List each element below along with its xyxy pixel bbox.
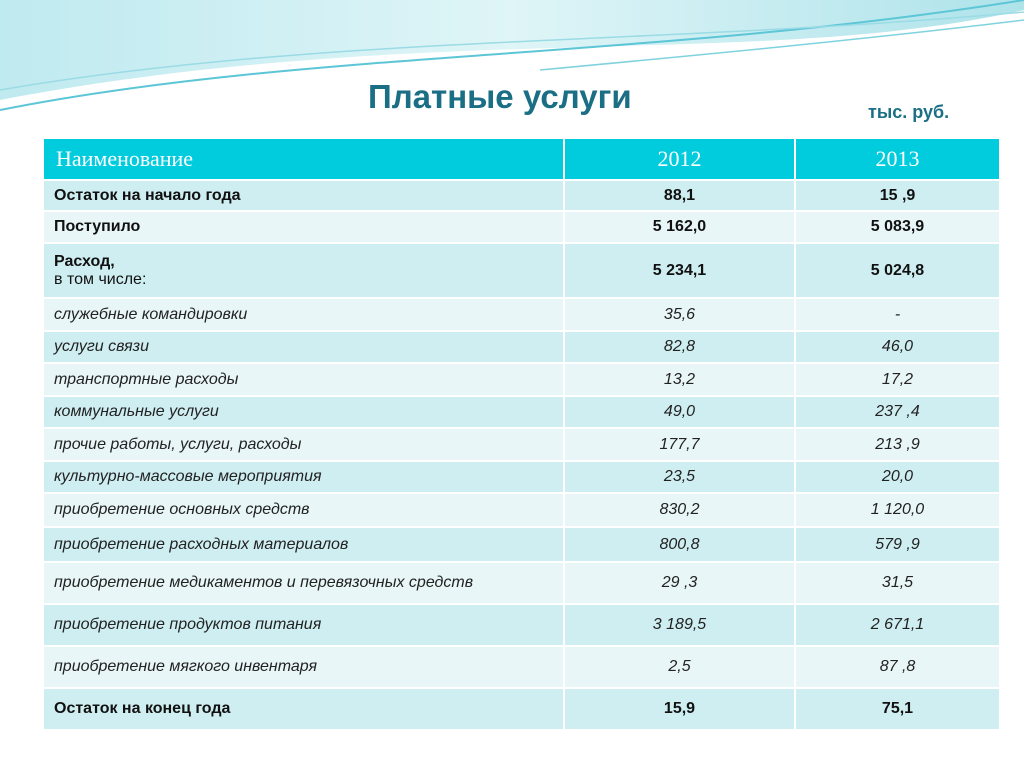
row-value-2013: 87 ,8	[795, 646, 1000, 688]
row-name: Остаток на конец года	[43, 688, 564, 730]
row-value-2012: 13,2	[564, 363, 795, 396]
row-name: приобретение продуктов питания	[43, 604, 564, 646]
row-value-2013: 20,0	[795, 461, 1000, 493]
row-value-2012: 3 189,5	[564, 604, 795, 646]
row-name: Остаток на начало года	[43, 180, 564, 211]
row-value-2013: 237 ,4	[795, 396, 1000, 428]
table-row	[43, 461, 1000, 493]
row-value-2012: 5 162,0	[564, 211, 795, 243]
row-name: услуги связи	[43, 331, 564, 363]
row-name: приобретение основных средств	[43, 493, 564, 527]
row-value-2013: 1 120,0	[795, 493, 1000, 527]
table-header-row	[43, 138, 1000, 180]
row-value-2012: 15,9	[564, 688, 795, 730]
table-row	[43, 331, 1000, 363]
row-value-2013: 579 ,9	[795, 527, 1000, 562]
table-row	[43, 562, 1000, 604]
row-name: служебные командировки	[43, 298, 564, 331]
row-value-2013: 46,0	[795, 331, 1000, 363]
table-row	[43, 211, 1000, 243]
row-name-main: Расход,	[54, 252, 115, 270]
units-label: тыс. руб.	[868, 102, 950, 122]
table-row	[43, 493, 1000, 527]
row-value-2012: 88,1	[564, 180, 795, 211]
row-value-2012: 35,6	[564, 298, 795, 331]
row-value-2013: 5 083,9	[795, 211, 1000, 243]
table-row	[43, 180, 1000, 211]
row-value-2013: 213 ,9	[795, 428, 1000, 461]
row-name	[43, 243, 564, 298]
row-name: приобретение расходных материалов	[43, 527, 564, 562]
header-2013: 2013	[795, 138, 1000, 180]
row-value-2013: 2 671,1	[795, 604, 1000, 646]
row-value-2012: 177,7	[564, 428, 795, 461]
table-row	[43, 688, 1000, 730]
row-value-2013: 31,5	[795, 562, 1000, 604]
row-name: приобретение медикаментов и перевязочных средств	[43, 562, 564, 604]
row-name: Поступило	[43, 211, 564, 243]
row-name-sub: в том числе:	[54, 270, 147, 288]
row-name: коммунальные услуги	[43, 396, 564, 428]
row-name: приобретение мягкого инвентаря	[43, 646, 564, 688]
row-value-2012: 5 234,1	[564, 243, 795, 298]
row-value-2012: 82,8	[564, 331, 795, 363]
table-row	[43, 243, 1000, 298]
row-value-2013: 17,2	[795, 363, 1000, 396]
row-value-2013: 15 ,9	[795, 180, 1000, 211]
row-value-2013: 5 024,8	[795, 243, 1000, 298]
row-value-2012: 830,2	[564, 493, 795, 527]
header-name: Наименование	[43, 138, 564, 180]
table-row	[43, 396, 1000, 428]
row-value-2012: 800,8	[564, 527, 795, 562]
table-row	[43, 298, 1000, 331]
row-value-2012: 23,5	[564, 461, 795, 493]
row-name: прочие работы, услуги, расходы	[43, 428, 564, 461]
table-row	[43, 527, 1000, 562]
table-row	[43, 363, 1000, 396]
table-row	[43, 428, 1000, 461]
row-name: транспортные расходы	[43, 363, 564, 396]
row-value-2012: 49,0	[564, 396, 795, 428]
row-value-2013: -	[795, 298, 1000, 331]
row-value-2012: 2,5	[564, 646, 795, 688]
page-title: Платные услуги	[368, 78, 632, 115]
header-2012: 2012	[564, 138, 795, 180]
row-name: культурно-массовые мероприятия	[43, 461, 564, 493]
services-table	[42, 137, 1001, 731]
row-value-2013: 75,1	[795, 688, 1000, 730]
row-value-2012: 29 ,3	[564, 562, 795, 604]
table-row	[43, 646, 1000, 688]
table-row	[43, 604, 1000, 646]
